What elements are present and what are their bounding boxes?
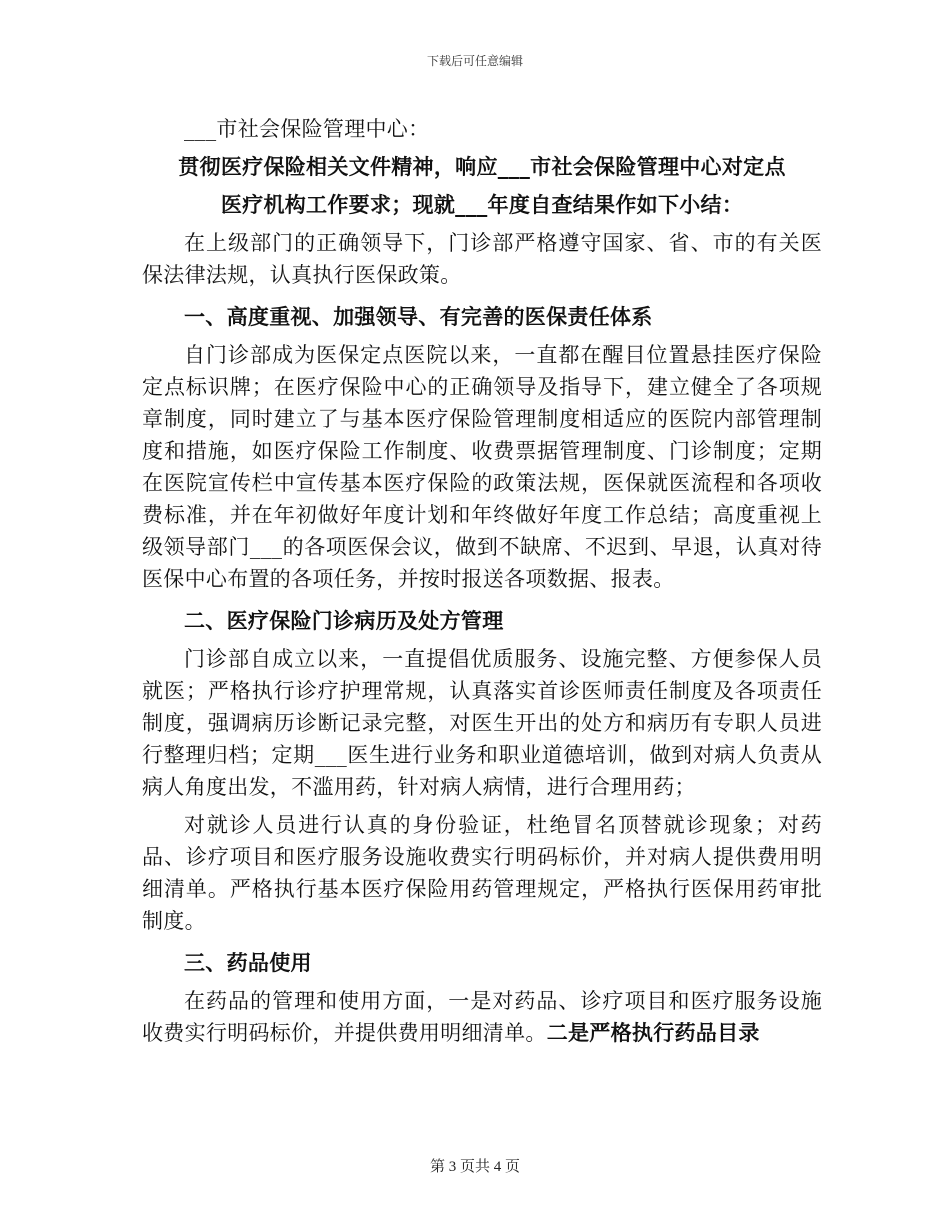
heading-2: 二、医疗保险门诊病历及处方管理 [184, 608, 504, 633]
paragraph-5 [142, 985, 822, 1049]
document-body [142, 113, 822, 1049]
paragraph-1: 在上级部门的正确领导下，门诊部严格遵守国家、省、市的有关医保法律法规，认真执行医保政策。 [142, 231, 822, 287]
page-footer: 第 3 页共 4 页 [429, 1159, 520, 1175]
heading-3: 三、药品使用 [184, 950, 312, 975]
intro-line-2: 医疗机构工作要求；现就___年度自查结果作如下小结： [220, 192, 744, 217]
paragraph-5-bold: 二是严格执行药品目录 [546, 1020, 760, 1045]
paragraph-5-normal: 在药品的管理和使用方面，一是对药品、诊疗项目和医疗服务设施收费实行明码标价，并提供费用明细清单。 [142, 989, 822, 1045]
heading-1: 一、高度重视、加强领导、有完善的医保责任体系 [184, 304, 653, 329]
intro-line-1: 贯彻医疗保险相关文件精神，响应___市社会保险管理中心对定点 [178, 154, 786, 179]
paragraph-2: 自门诊部成为医保定点医院以来，一直都在醒目位置悬挂医疗保险定点标识牌；在医疗保险中心的正确领导及指导下，建立健全了各项规章制度，同时建立了与基本医疗保险管理制度相适应的医院内部管理制度和措施，如医疗保险工作制度、收费票据管理制度、门诊制度；定期在医院宣传栏中宣传基本医疗保险的政策法规，医保就医流程和各项收费标准，并在年初做好年度计划和年终做好年度工作总结；高度重视上级领导部门___的各项医保会议，做到不缺席、不迟到、早退，认真对待医保中心布置的各项任务，并按时报送各项数据、报表。 [142, 343, 822, 591]
paragraph-4: 对就诊人员进行认真的身份验证，杜绝冒名顶替就诊现象；对药品、诊疗项目和医疗服务设施收费实行明码标价，并对病人提供费用明细清单。严格执行基本医疗保险用药管理规定，严格执行医保用药审批制度。 [142, 813, 822, 933]
paragraph-3: 门诊部自成立以来，一直提倡优质服务、设施完整、方便参保人员就医；严格执行诊疗护理常规，认真落实首诊医师责任制度及各项责任制度，强调病历诊断记录完整，对医生开出的处方和病历有专职人员进行整理归档；定期___医生进行业务和职业道德培训，做到对病人负责从病人角度出发，不滥用药，针对病人病情，进行合理用药； [142, 647, 822, 799]
page-header: 下载后可任意编辑 [426, 54, 523, 68]
salutation: ___市社会保险管理中心： [184, 117, 430, 141]
